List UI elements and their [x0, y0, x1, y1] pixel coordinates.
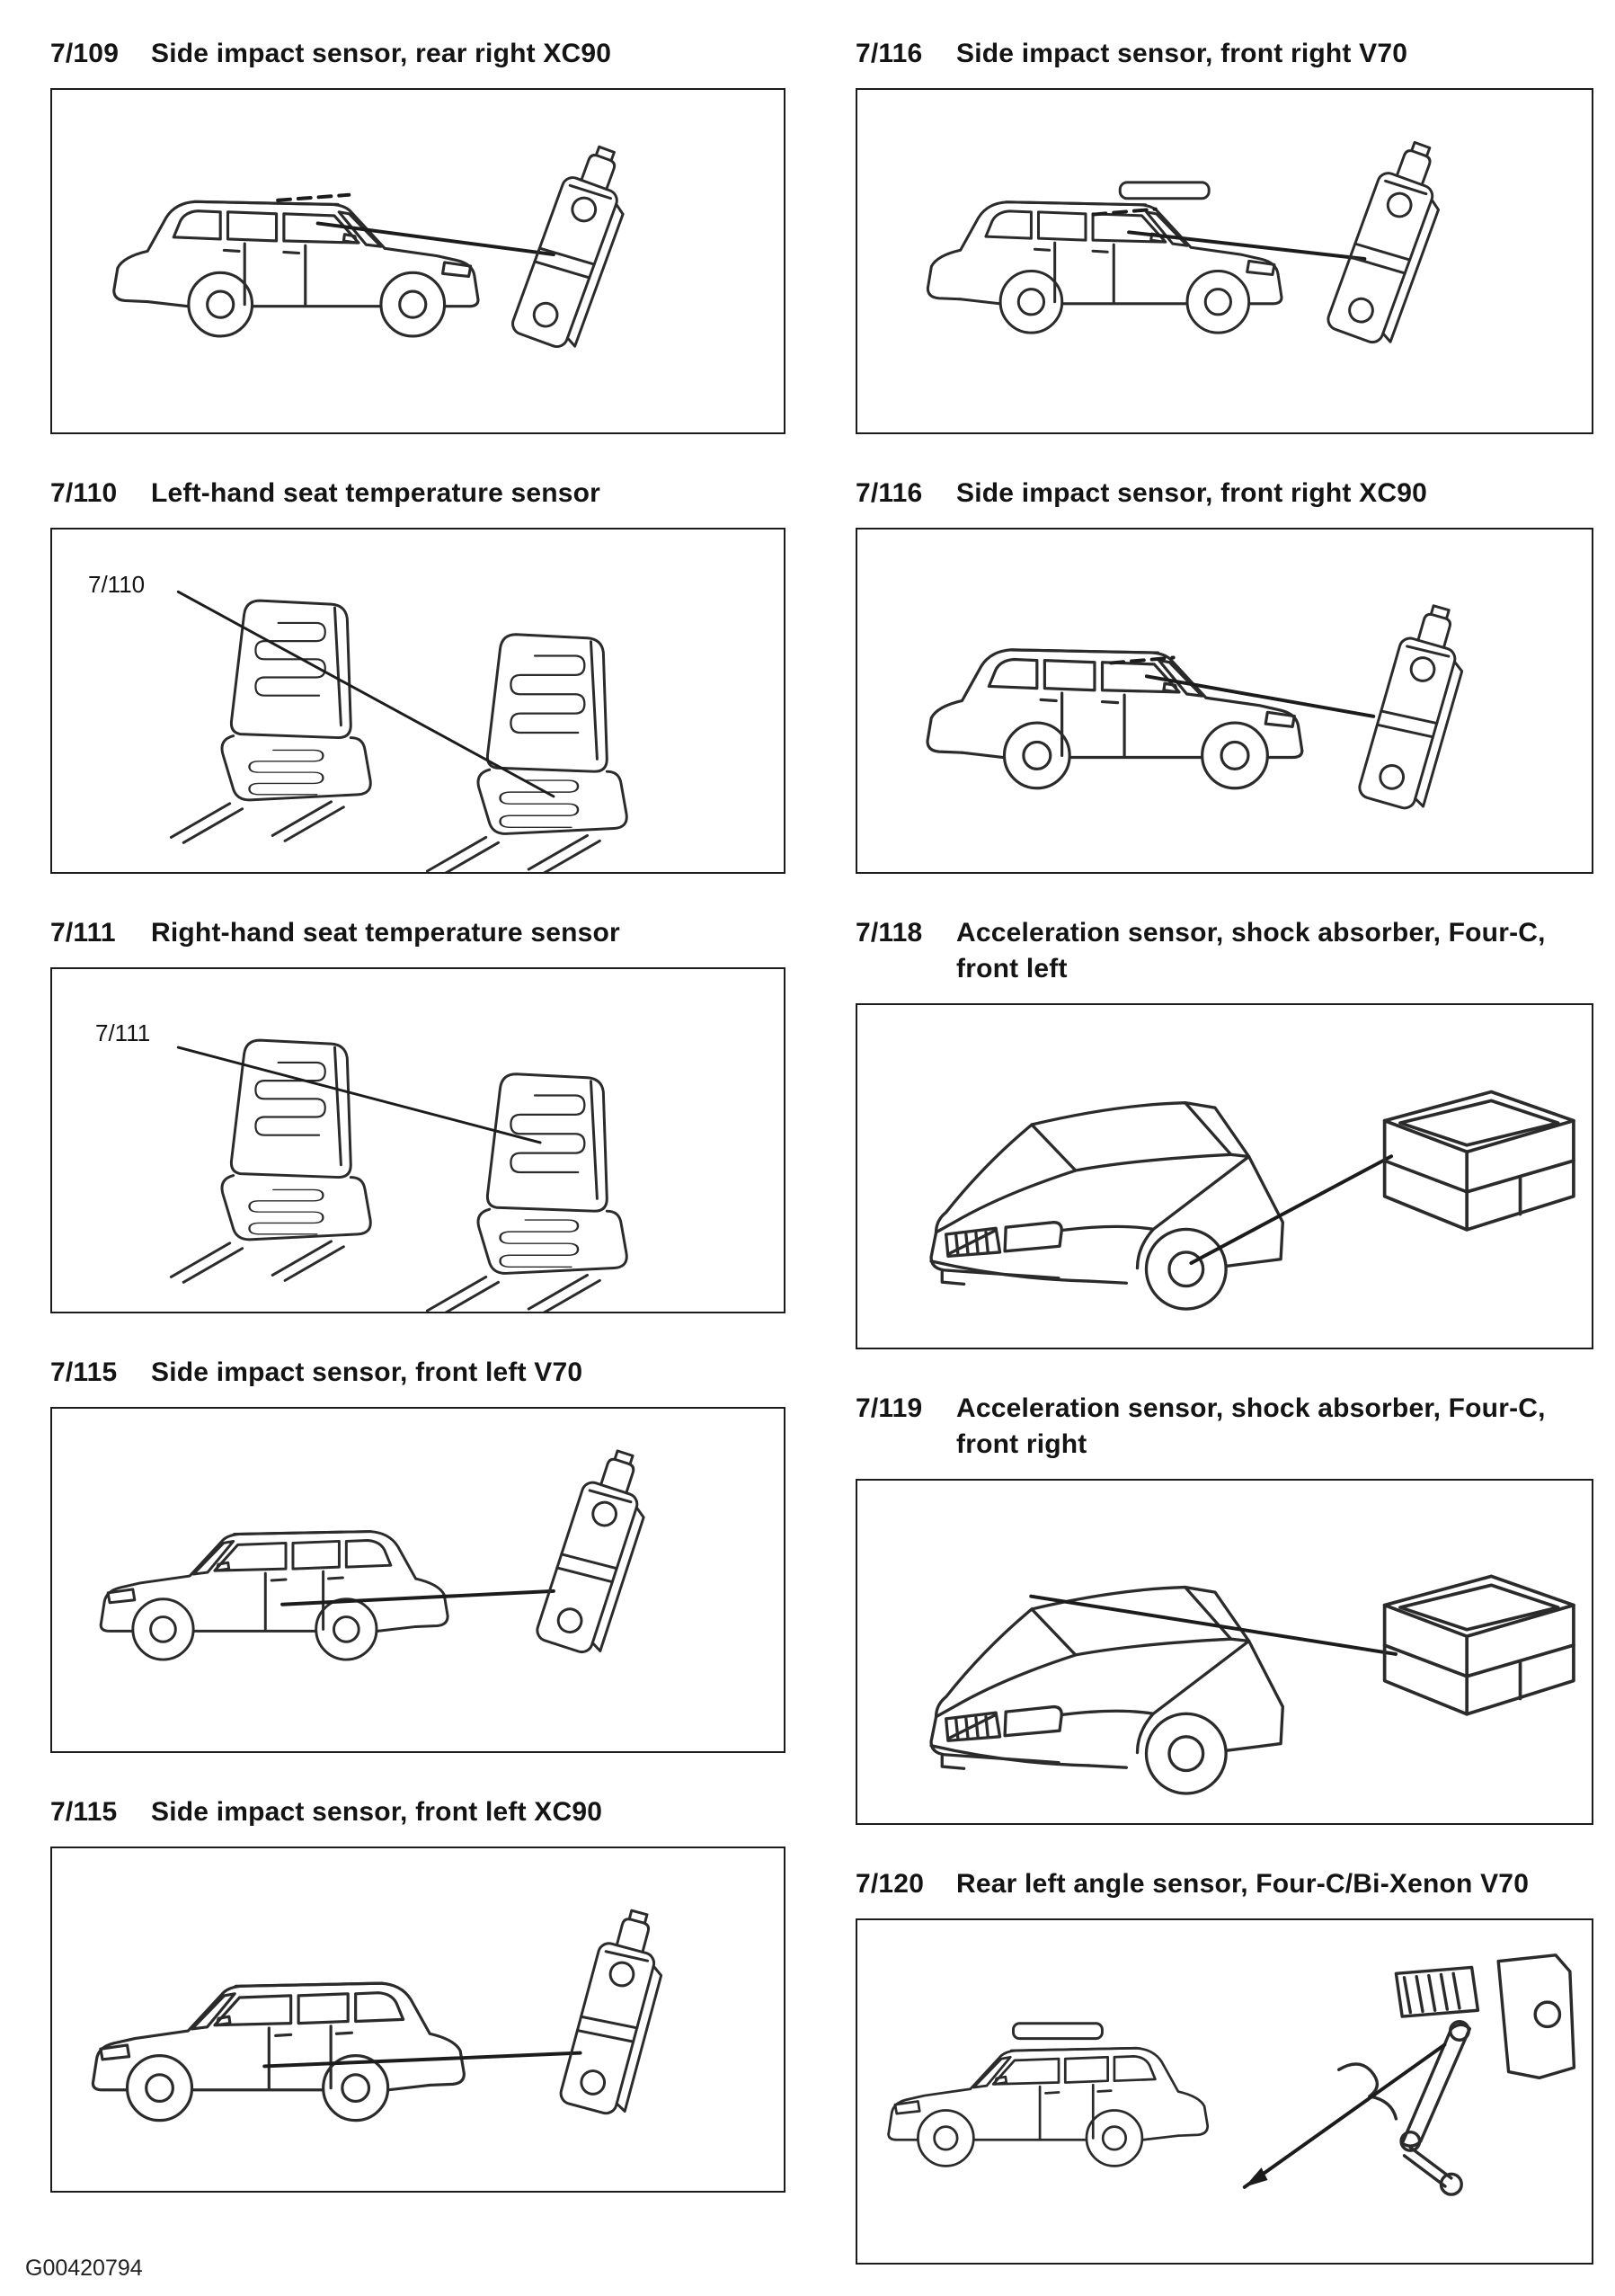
wagon-side-impact-sensor-drawing [857, 90, 1592, 432]
car-front-view [931, 1588, 1282, 1793]
side-impact-sensor [535, 1445, 661, 1659]
figure-title: Side impact sensor, front right XC90 [956, 478, 1427, 508]
heating-element-cushion [249, 1189, 323, 1233]
seat-temperature-sensor-drawing [52, 530, 784, 872]
arrowhead-icon [1245, 2167, 1268, 2187]
heating-element-cushion [501, 1220, 578, 1267]
figure-frame [856, 1918, 1593, 2265]
heating-element-backrest [255, 623, 324, 696]
suv-side-impact-sensor-drawing [857, 530, 1592, 872]
figure-title: Left-hand seat temperature sensor [151, 478, 601, 508]
figure-frame [856, 1003, 1593, 1349]
figure-caption [50, 915, 785, 951]
acceleration-sensor-drawing [857, 1005, 1592, 1348]
leader-line [1191, 1156, 1391, 1263]
figure-frame [856, 1479, 1593, 1825]
figure-caption [856, 476, 1593, 512]
figure-caption [856, 1866, 1593, 1902]
car-side-view [114, 201, 478, 336]
figure-caption [50, 36, 785, 72]
seat-temperature-sensor-drawing [52, 969, 784, 1312]
figure-frame [50, 967, 785, 1313]
right-seat [427, 635, 626, 872]
left-column [50, 36, 785, 2265]
figure-caption [856, 1391, 1593, 1463]
figure-number: 7/110 [50, 478, 118, 508]
figure-7-115-v70 [50, 1355, 785, 1753]
figure-number: 7/120 [856, 1869, 925, 1899]
acceleration-sensor [1385, 1091, 1574, 1229]
sunroof [1013, 2024, 1102, 2039]
left-seat [171, 601, 370, 842]
figure-caption [856, 36, 1593, 72]
figure-number: 7/118 [856, 918, 923, 948]
leader-line [1031, 1597, 1396, 1654]
figure-title: Acceleration sensor, shock absorber, Four-C, front right [956, 1393, 1546, 1459]
figure-frame [50, 528, 785, 874]
figure-frame [50, 1847, 785, 2193]
figure-reference-code: G00420794 [25, 2256, 143, 2281]
heating-element-backrest [510, 656, 584, 734]
angle-sensor-linkage [1339, 1955, 1575, 2194]
figure-number: 7/111 [50, 918, 116, 948]
right-seat [427, 1074, 626, 1312]
figure-number: 7/119 [856, 1393, 923, 1423]
figure-caption [50, 1794, 785, 1830]
left-seat [171, 1040, 370, 1282]
car-side-view [889, 2048, 1208, 2166]
heating-element-cushion [249, 750, 323, 794]
side-impact-sensor [1326, 135, 1458, 348]
car-side-view [927, 650, 1302, 788]
heating-element-backrest [255, 1063, 324, 1135]
leader-line [178, 1047, 540, 1143]
figure-frame [856, 528, 1593, 874]
figure-title: Side impact sensor, front right V70 [956, 39, 1408, 68]
figure-title: Side impact sensor, front left V70 [151, 1357, 583, 1387]
sunroof [1120, 182, 1209, 199]
figure-caption [50, 476, 785, 512]
side-impact-sensor [558, 1905, 675, 2118]
figure-number: 7/116 [856, 39, 923, 68]
acceleration-sensor-drawing [857, 1481, 1592, 1823]
figure-frame [856, 88, 1593, 434]
figure-title: Right-hand seat temperature sensor [151, 918, 620, 948]
figure-title: Acceleration sensor, shock absorber, Four-C, front left [956, 918, 1546, 983]
leader-line [264, 2053, 580, 2067]
figure-title: Side impact sensor, rear right XC90 [151, 39, 612, 68]
hidden-location-dashed-line [278, 195, 349, 200]
figure-frame [50, 1407, 785, 1753]
right-column [856, 36, 1593, 2265]
car-side-view [93, 1983, 464, 2120]
figure-number: 7/109 [50, 39, 120, 68]
figure-7-118 [856, 915, 1593, 1349]
wagon-side-impact-sensor-drawing [52, 1409, 784, 1751]
figure-7-119 [856, 1391, 1593, 1825]
figure-7-116-v70 [856, 36, 1593, 434]
suv-side-impact-sensor-drawing [52, 1848, 784, 2191]
heating-element-backrest [510, 1096, 584, 1173]
figure-7-109 [50, 36, 785, 434]
angle-sensor-drawing [857, 1920, 1592, 2263]
suv-side-impact-sensor-drawing [52, 90, 784, 432]
component-callout-label: 7/110 [88, 571, 146, 598]
figure-number: 7/115 [50, 1357, 118, 1387]
figure-number: 7/116 [856, 478, 923, 508]
car-side-view [101, 1532, 448, 1660]
figure-frame [50, 88, 785, 434]
figure-7-111 [50, 915, 785, 1313]
side-impact-sensor [1357, 600, 1477, 813]
acceleration-sensor [1385, 1576, 1574, 1713]
figure-caption [856, 915, 1593, 987]
figure-title: Rear left angle sensor, Four-C/Bi-Xenon V70 [956, 1869, 1530, 1899]
car-front-view [931, 1103, 1282, 1309]
figure-7-116-xc90 [856, 476, 1593, 874]
figure-title: Side impact sensor, front left XC90 [151, 1797, 603, 1827]
side-impact-sensor [510, 139, 642, 352]
figure-7-110 [50, 476, 785, 874]
component-callout-label: 7/111 [95, 1019, 151, 1046]
figure-number: 7/115 [50, 1797, 118, 1827]
leader-line [318, 223, 554, 254]
car-side-view [927, 202, 1282, 333]
figure-caption [50, 1355, 785, 1391]
figure-7-115-xc90 [50, 1794, 785, 2193]
figure-7-120 [856, 1866, 1593, 2265]
leader-line [1147, 676, 1373, 716]
